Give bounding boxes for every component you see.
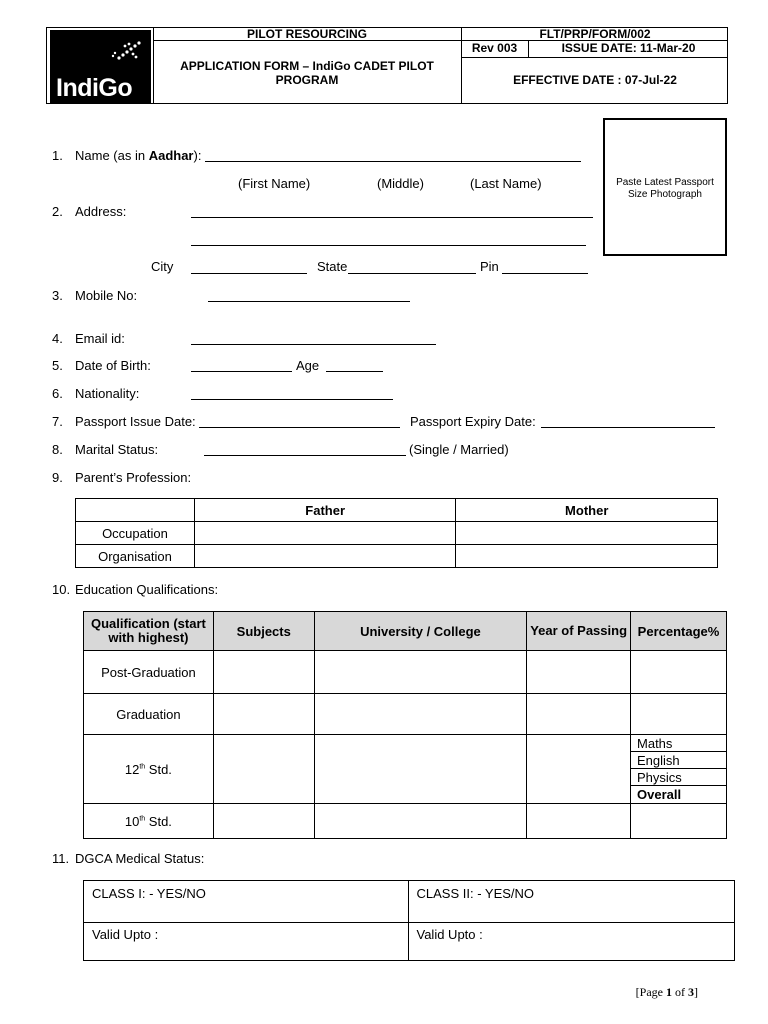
edu-cell[interactable] <box>213 735 314 804</box>
marital-status-input[interactable] <box>204 455 406 456</box>
dob-input[interactable] <box>191 371 292 372</box>
parents-profession-label: Parent’s Profession: <box>75 470 192 485</box>
field-number: 5. <box>52 358 63 373</box>
valid-upto-1-cell[interactable]: Valid Upto : <box>84 923 409 961</box>
address-line-2-input[interactable] <box>191 245 586 246</box>
nationality-label: Nationality: <box>75 386 140 401</box>
name-label: Name (as in Aadhar): <box>75 148 202 163</box>
state-input[interactable] <box>348 273 476 274</box>
address-line-1-input[interactable] <box>191 217 593 218</box>
issue-date: ISSUE DATE: 11-Mar-20 <box>561 41 696 55</box>
field-number: 8. <box>52 442 63 457</box>
form-header <box>46 27 728 104</box>
edu-cell[interactable] <box>314 694 527 735</box>
mother-header: Mother <box>456 499 718 522</box>
occupation-label: Occupation <box>76 522 195 545</box>
address-label: Address: <box>75 204 127 219</box>
plane-dots-icon <box>105 40 145 62</box>
dgca-medical-label: DGCA Medical Status: <box>75 851 205 866</box>
field-number: 10. <box>52 582 71 597</box>
qualification-header: Qualification (start with highest) <box>84 612 214 651</box>
photo-instruction: Paste Latest Passport Size Photograph <box>616 177 714 200</box>
revision: Rev 003 <box>471 41 518 55</box>
state-label: State <box>317 259 348 274</box>
effective-date: EFFECTIVE DATE : 07-Jul-22 <box>513 73 677 87</box>
edu-cell[interactable] <box>314 804 527 839</box>
department-title: PILOT RESOURCING <box>246 27 367 41</box>
first-name-label: (First Name) <box>238 176 311 191</box>
edu-cell[interactable] <box>631 651 727 694</box>
organisation-label: Organisation <box>76 545 195 568</box>
father-header: Father <box>194 499 456 522</box>
field-number: 1. <box>52 148 63 163</box>
field-number: 2. <box>52 204 63 219</box>
father-occupation-cell[interactable] <box>194 522 456 545</box>
page-number: [Page 1 of 3] <box>635 985 698 999</box>
education-label: Education Qualifications: <box>75 582 219 597</box>
passport-photo-box[interactable] <box>603 118 727 256</box>
field-number: 6. <box>52 386 63 401</box>
dob-label: Date of Birth: <box>75 358 151 373</box>
mother-occupation-cell[interactable] <box>456 522 718 545</box>
age-label: Age <box>296 358 320 373</box>
class2-cell[interactable]: CLASS II: - YES/NO <box>408 881 735 923</box>
field-number: 3. <box>52 288 63 303</box>
edu-cell[interactable] <box>213 694 314 735</box>
email-input[interactable] <box>191 344 436 345</box>
valid-upto-2-cell[interactable]: Valid Upto : <box>408 923 735 961</box>
marital-options: (Single / Married) <box>409 442 509 457</box>
medical-table <box>83 880 735 961</box>
pin-input[interactable] <box>502 273 588 274</box>
field-number: 4. <box>52 331 63 346</box>
last-name-label: (Last Name) <box>470 176 542 191</box>
age-input[interactable] <box>326 371 383 372</box>
form-title: APPLICATION FORM – IndiGo CADET PILOT PROGRAM <box>180 59 434 87</box>
graduation-label: Graduation <box>84 694 214 735</box>
edu-cell[interactable] <box>213 804 314 839</box>
marital-status-label: Marital Status: <box>75 442 159 457</box>
pin-label: Pin <box>480 259 499 274</box>
edu-cell[interactable] <box>314 735 527 804</box>
edu-cell[interactable] <box>213 651 314 694</box>
english-percentage[interactable]: English <box>631 752 726 769</box>
passport-expiry-input[interactable] <box>541 427 715 428</box>
maths-percentage[interactable]: Maths <box>631 735 726 752</box>
indigo-logo <box>50 30 151 103</box>
overall-percentage[interactable]: Overall <box>637 787 682 802</box>
edu-cell[interactable] <box>631 694 727 735</box>
city-label: City <box>151 259 174 274</box>
passport-expiry-label: Passport Expiry Date: <box>410 414 536 429</box>
form-number: FLT/PRP/FORM/002 <box>539 27 651 41</box>
twelfth-std-label: 12th Std. <box>84 735 214 804</box>
parents-header-blank <box>76 499 195 522</box>
logo-text: IndiGo <box>56 74 133 102</box>
field-number: 9. <box>52 470 63 485</box>
mobile-label: Mobile No: <box>75 288 138 303</box>
class1-cell[interactable]: CLASS I: - YES/NO <box>84 881 409 923</box>
mobile-input[interactable] <box>208 301 410 302</box>
post-graduation-label: Post-Graduation <box>84 651 214 694</box>
edu-cell[interactable] <box>314 651 527 694</box>
father-organisation-cell[interactable] <box>194 545 456 568</box>
university-header: University / College <box>314 612 527 651</box>
middle-name-label: (Middle) <box>377 176 424 191</box>
nationality-input[interactable] <box>191 399 393 400</box>
education-table <box>83 611 727 839</box>
mother-organisation-cell[interactable] <box>456 545 718 568</box>
edu-cell[interactable] <box>527 651 631 694</box>
passport-issue-label: Passport Issue Date: <box>75 414 196 429</box>
field-number: 11. <box>52 851 70 866</box>
parents-table <box>75 498 718 568</box>
edu-cell[interactable] <box>631 804 727 839</box>
edu-cell[interactable] <box>527 694 631 735</box>
twelfth-percentage-cell <box>631 735 727 804</box>
edu-cell[interactable] <box>527 735 631 804</box>
percentage-header: Percentage% <box>631 612 727 651</box>
city-input[interactable] <box>191 273 307 274</box>
subjects-header: Subjects <box>213 612 314 651</box>
tenth-std-label: 10th Std. <box>84 804 214 839</box>
name-input[interactable] <box>205 161 581 162</box>
physics-percentage[interactable]: Physics <box>631 769 726 786</box>
email-label: Email id: <box>75 331 125 346</box>
year-header: Year of Passing <box>527 612 631 651</box>
passport-issue-input[interactable] <box>199 427 400 428</box>
edu-cell[interactable] <box>527 804 631 839</box>
field-number: 7. <box>52 414 63 429</box>
